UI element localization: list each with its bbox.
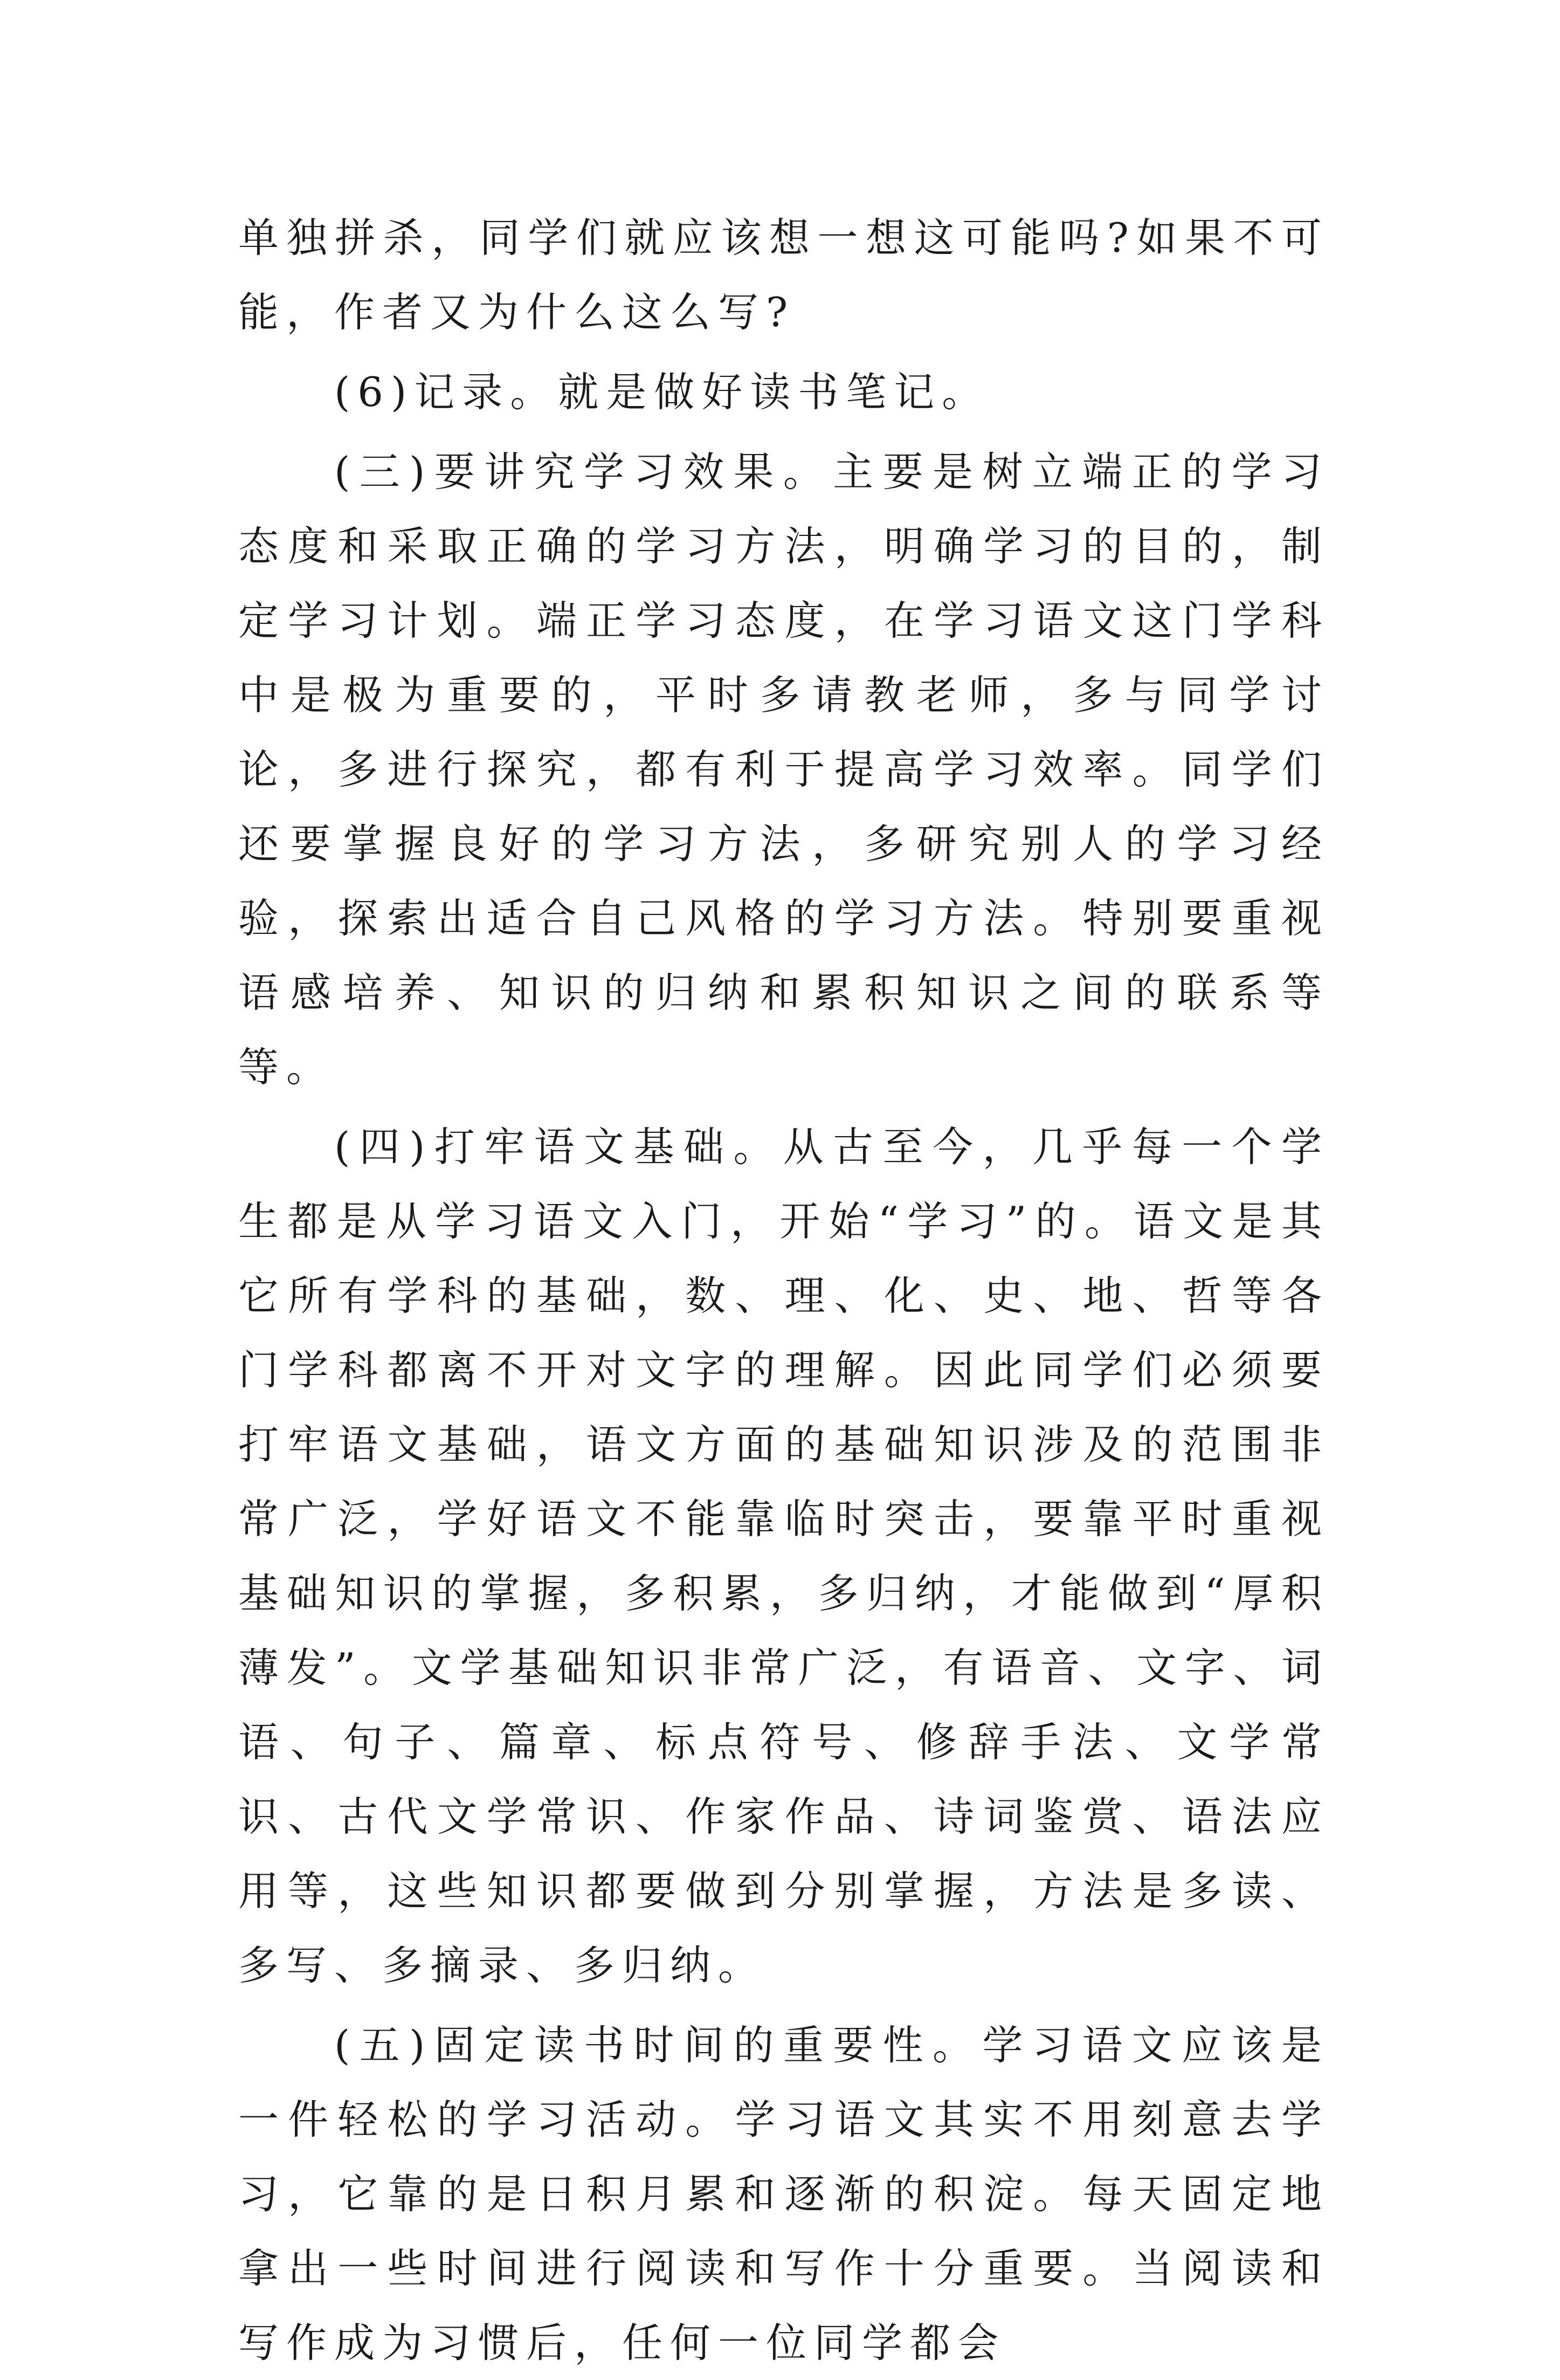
paragraph-record: (6)记录。就是做好读书笔记。 [334, 368, 990, 416]
body-text [238, 201, 1329, 2380]
paragraph-chinese-foundation: (四)打牢语文基础。从古至今，几乎每一个学生都是从学习语文入门，开始“学习”的。语文是其它所有学科的基础，数、理、化、史、地、哲等各门学科都离不开对文字的理解。因此同学们必须要打牢语文基础，语文方面的基础知识涉及的范围非常广泛，学好语文不能靠临时突击，要靠平时重视基础知识的掌握，多积累，多归纳，才能做到“厚积薄发”。文学基础知识非常广泛，有语音、文字、词语、句子、篇章、标点符号、修辞手法、文学常识、古代文学常识、作家作品、诗词鉴赏、语法应用等，这些知识都要做到分别掌握，方法是多读、多写、多摘录、多归纳。 [238, 1123, 1329, 1989]
paragraph-continuation: 单独拼杀，同学们就应该想一想这可能吗?如果不可能，作者又为什么这么写? [238, 214, 1329, 336]
paragraph-learning-effect: (三)要讲究学习效果。主要是树立端正的学习态度和采取正确的学习方法，明确学习的目的，制定学习计划。端正学习态度，在学习语文这门学科中是极为重要的，平时多请教老师，多与同学讨论，多进行探究，都有利于提高学习效率。同学们还要掌握良好的学习方法，多研究别人的学习经验，探索出适合自己风格的学习方法。特别要重视语感培养、知识的归纳和累积知识之间的联系等等。 [238, 448, 1329, 1091]
paragraph-reading-time: (五)固定读书时间的重要性。学习语文应该是一件轻松的学习活动。学习语文其实不用刻意去学习，它靠的是日积月累和逐渐的积淀。每天固定地拿出一些时间进行阅读和写作十分重要。当阅读和写作成为习惯后，任何一位同学都会 [238, 2021, 1329, 2367]
